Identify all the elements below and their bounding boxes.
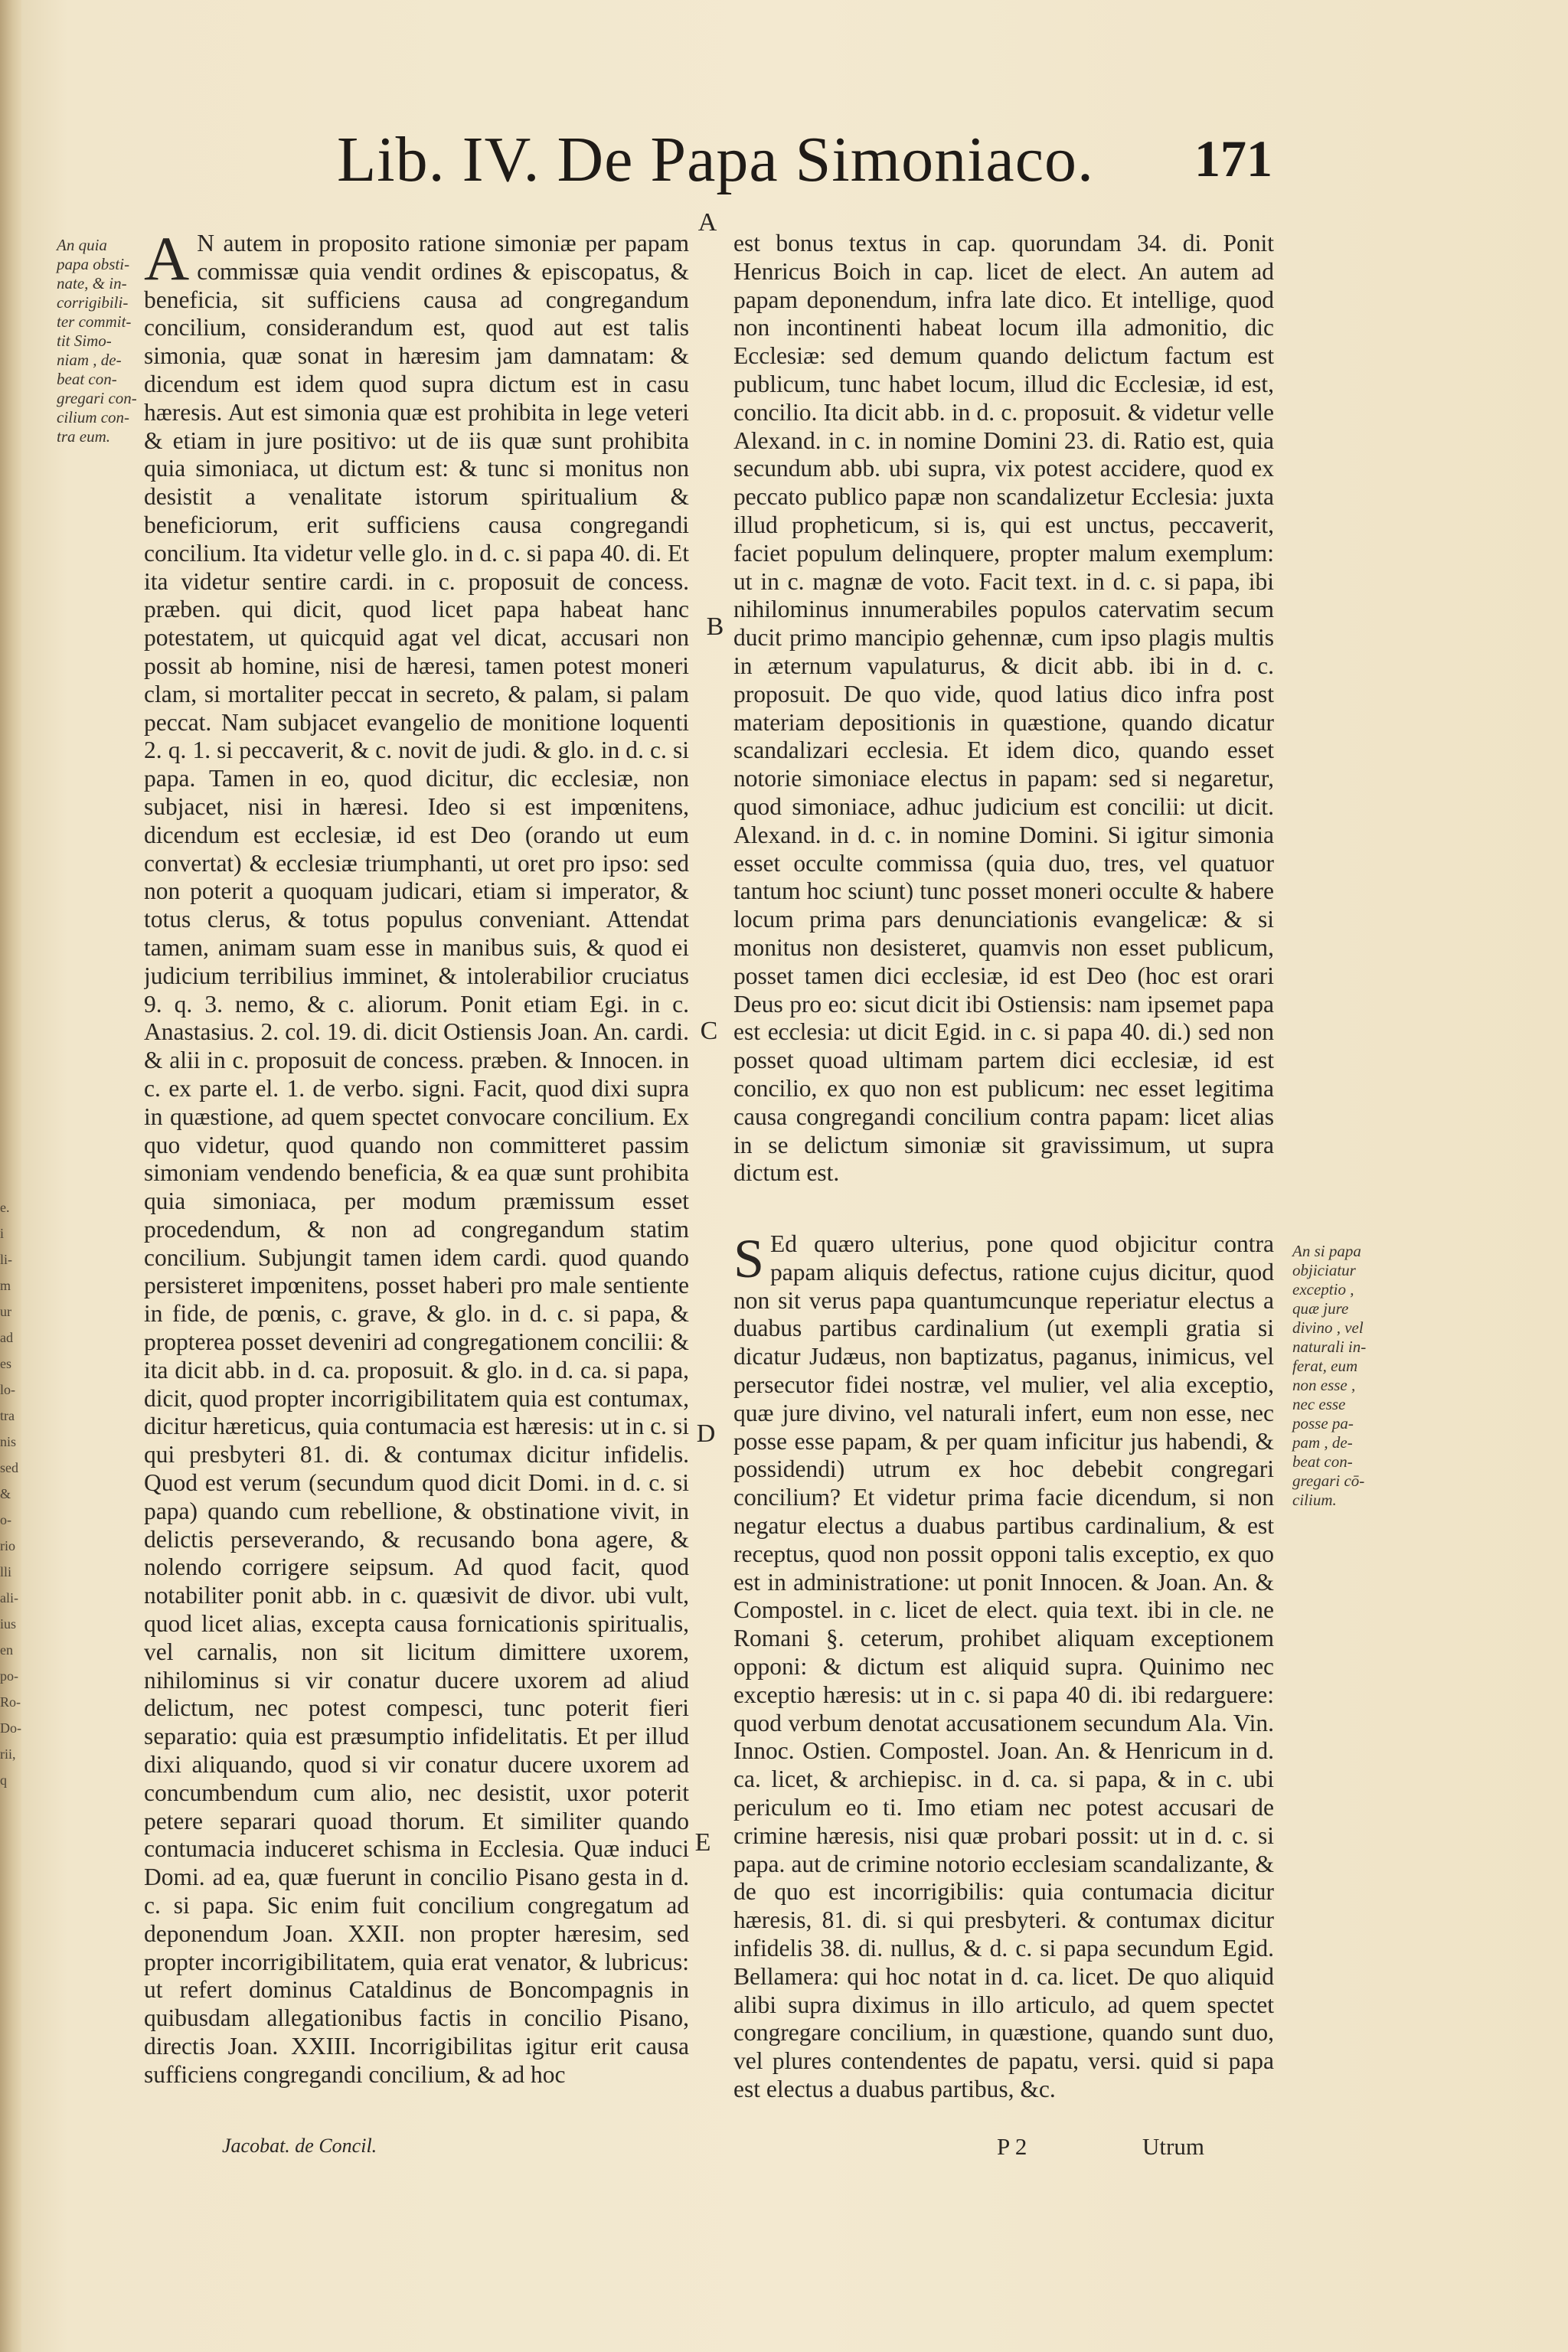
facing-page-fragment: o- (0, 1512, 11, 1527)
facing-page-fragment: es (0, 1356, 11, 1371)
section-letter-d: D (696, 1419, 716, 1448)
facing-page-fragment: ur (0, 1304, 11, 1319)
facing-page-fragment: ad (0, 1330, 13, 1345)
section-letter-c: C (700, 1017, 718, 1045)
right-paragraph-2-text: Ed quæro ulterius, pone quod objicitur contra papam aliquis defectus, ratione cujus dicitur, quod non sit verus papa quantumcunque reperiatur electus a duabus partibus cardinalium (ut exempli gratia si dicatur Judæus, non baptizatus, paganus, inimicus, vel persecutor fidei nostræ, vel mulier, vel alia exceptio, quæ jure divino, vel naturali infert, eum non esse, nec posse esse papam, & per quam inficitur jus habendi, & possidendi) utrum ex hoc debebit congregari concilium? Et videtur prima facie dicendum, si non negatur electus a duabus partibus cardinalium, & est receptus, quod non possit opponi talis exceptio, ex quo est in administratione: ut ponit Innocen. & Joan. An. & Compostel. in c. licet de elect. quia text. ibi in cle. ne Romani §. ceterum, prohibet aliquam exceptionem opponi: & dictum est aliquid supra. Quinimo nec exceptio hæresis: ut in c. si papa 40 di. ibi redarguere: quod verbum denotat accusationem secundum Ala. Vin. Innoc. Ostien. Compostel. Joan. An. & Henricum in d. ca. licet, & archiepisc. in d. ca. si papa, & in c. ubi periculum eo ti. Imo etiam nec potest accusari de crimine hæresis, nisi quæ probari possit: ut in d. c. si papa. aut de crimine notorio ecclesiam scandalizante, & de quo est incorrigibilis: quia contumacia dicitur hæresis, 81. di. si qui presbyteri. & contumax dicitur infidelis 38. di. nullus, & d. c. si papa secundum Egid. Bellamera: qui hoc notat in d. ca. licet. De quo aliquid alibi supra diximus in illo articulo, ad quem spectet congregare concilium, in quæstione, quando sunt duo, vel plures contendentes de papatu, versi. quid si papa est electus a duabus partibus, &c. (733, 1230, 1274, 2102)
section-letter-a: A (697, 208, 717, 237)
facing-page-fragment: rio (0, 1538, 15, 1553)
left-paragraph (144, 230, 689, 2089)
facing-page-fragments (0, 1194, 20, 2190)
section-letter-b: B (706, 612, 724, 641)
right-paragraph-1: est bonus textus in cap. quorundam 34. di. Ponit Henricus Boich in cap. licet de elect. An autem ad papam deponendum, infra late dico. Et intellige, quod non incontinenti habeat locum illa admonitio, dic Ecclesiæ: sed demum quando delictum factum est publicum, tunc habet locum, illud dic Ecclesiæ, id est, concilio. Ita dicit abb. in d. c. proposuit. & videtur velle Alexand. in c. in nomine Domini 23. di. Ratio est, quia secundum abb. ubi supra, vix potest accidere, quod ex peccato publico papæ non scandalizetur Ecclesia: juxta illud propheticum, si is, qui est unctus, peccaverit, faciet populum delinquere, propter malum exemplum: ut in c. magnæ de voto. Facit text. in d. c. si papa, ibi nihilominus innumerabiles populos catervatim secum ducit primo mancipio gehennæ, cum ipso plagis multis in æternum vapulaturus, & dicit abb. ibi in d. c. proposuit. De quo vide, quod latius dico infra post materiam depositionis in quæstione, quando dicatur scandalizari ecclesia. Et idem dico, quando esset notorie simoniace electus in papam: sed si negaretur, quod simoniace, adhuc judicium est concilii: ut dicit. Alexand. in d. c. in nomine Domini. Si igitur simonia esset occulte commissa (quia duo, tres, vel quatuor tantum hoc sciunt) tunc posset moneri occulte & habere locum prima pars denunciationis evangelicæ: & si monitus non desisteret, quamvis non esset publicum, posset tamen dici ecclesiæ, id est Deo (hoc est orari Deus pro eo: sicut dicit ibi Ostiensis: nam ipsemet papa est ecclesia: ut dicit Egid. in c. si papa 40. di.) sed non posset quoad ultimam partem dici ecclesiæ, id est concilio, ex quo non est publicum: nec esset legitima causa congregandi concilium contra papam: licet alias in se delictum simoniæ sit gravissimum, ut supra dictum est. (733, 230, 1274, 1187)
facing-page-fragment: Do- (0, 1720, 21, 1736)
facing-page-fragment: sed (0, 1460, 18, 1475)
facing-page-fragment: rii, (0, 1746, 16, 1762)
signature-mark: P 2 (997, 2133, 1027, 2160)
facing-page-fragment: tra (0, 1408, 15, 1423)
folio-number: 171 (1194, 129, 1272, 188)
facing-page-fragment: lli (0, 1564, 12, 1579)
facing-page-fragment: ali- (0, 1590, 18, 1606)
drop-cap-a: A (144, 230, 190, 293)
facing-page-fragment: q (0, 1772, 7, 1788)
facing-page-fragment: e. (0, 1200, 10, 1215)
facing-page-fragment: en (0, 1642, 13, 1658)
left-paragraph-text: N autem in proposito ratione simoniæ per papam commissæ quia vendit ordines & episcopatus, & beneficia, sit sufficiens causa ad congregandum concilium, considerandum est, quod aut est talis simonia, quæ sonat in hæresim jam damnatam: & dicendum est idem quod supra dictum est in casu hæresis. Aut est simonia quæ est prohibita in lege veteri & etiam in jure positivo: ut de iis quæ sunt prohibita quia simoniaca, ut dictum est: & tunc si monitus non desistit a venalitate istorum spiritualium & beneficiorum, erit sufficiens causa congregandi concilium. Ita videtur velle glo. in d. c. si papa 40. di. Et ita videtur sentire cardi. in c. proposuit de concess. præben. qui dicit, quod licet papa habeat hanc potestatem, ut quicquid agat vel dicat, accusari non possit ab homine, nisi de hæresi, tamen potest moneri clam, si mortaliter peccat in secreto, & palam, si palam peccat. Nam subjacet evangelio de monitione loquenti 2. q. 1. si peccaverit, & c. novit de judi. & glo. in d. c. si papa. Tamen in eo, quod dicitur, dic ecclesiæ, non subjacet, nisi in hæresi. Ideo si est impœnitens, dicendum est ecclesiæ, id est Deo (orando ut eum convertat) & ecclesiæ triumphanti, ut oret pro ipso: sed non poterit a quoquam judicari, etiam si imperator, & totus clerus, & totus populus conveniant. Attendat tamen, animam suam esse in manibus suis, & quod ei judicium terribilius imminet, & intolerabilior cruciatus 9. q. 3. nemo, & c. aliorum. Ponit etiam Egi. in c. Anastasius. 2. col. 19. di. dicit Ostiensis Joan. An. cardi. & alii in c. proposuit de concess. præben. & Innocen. in c. ex parte el. 1. de verbo. signi. Facit, quod dixi supra in quæstione, ad quem spectet convocare concilium. Ex quo videtur, quod quando non committeret passim simoniam vendendo beneficia, & ea quæ sunt prohibita quia simoniaca, per modum præmissum esset procedendum, & non ad congregandum statim concilium. Subjungit tamen idem cardi. quod quando persisteret impœnitens, posset haberi pro male sentiente in fide, de pœnis, c. grave, & glo. in d. c. si papa, & propterea posset deveniri ad congregationem concilii: & ita dicit abb. in d. ca. proposuit. & glo. in d. ca. si papa, dicit, quod propter incorrigibilitatem quia est contumax, dicitur hæreticus, quia contumacia est hæresis: ut in c. si qui presbyteri 81. di. & contumax dicitur infidelis. Quod est verum (secundum quod dicit Domi. in d. c. si papa) quando cum rebellione, & obstinatione vivit, in delictis perseverando, & recusando bona agere, & nolendo corrigere seipsum. Ad quod facit, quod notabiliter ponit abb. in c. quæsivit de divor. ubi vult, quod licet alias, excepta causa fornicationis spiritualis, vel carnalis, non sit licitum dimittere uxorem, nihilominus si vir conatur ducere uxorem ad aliud delictum, nec potest compesci, tunc poterit fieri separatio: quia est præsumptio infidelitatis. Et per illud dixi aliquando, quod si vir conatur ducere uxorem ad concumbendum cum alio, nec desistit, uxor poterit petere separari quoad thorum. Et similiter quando contumacia induceret schisma in Ecclesia. Quæ induci Domi. ad ea, quæ fuerunt in concilio Pisano gesta in d. c. si papa. Sic enim fuit concilium congregatum ad deponendum Joan. XXII. non propter hæresim, sed propter incorrigibilitatem, quia erat venator, & lubricus: ut refert dominus Cataldinus de Boncompagnis in quibusdam allegationibus factis in concilio Pisano, directis Joan. XXIII. Incorrigibilitas igitur erit causa sufficiens congregandi concilium, & ad hoc (144, 230, 689, 2088)
facing-page-fragment: i (0, 1226, 5, 1241)
facing-page-fragment: nis (0, 1434, 17, 1449)
right-margin-note: An si papa objiciatur exceptio , quæ jure divino , vel naturali in- ferat, eum non esse , nec esse posse pa- pam , de- beat con- gregari cō- cilium. (1292, 1242, 1367, 1509)
right-paragraph-2 (733, 1230, 1274, 2104)
facing-page-fragment: Ro- (0, 1694, 21, 1710)
left-margin-note: An quia papa obsti- nate, & in- corrigibili- ter commit- tit Simo- niam , de- beat con- gregari con- cilium con- tra eum. (57, 236, 137, 446)
facing-page-fragment: li- (0, 1252, 12, 1267)
facing-page-fragment: ius (0, 1616, 17, 1632)
section-letter-e: E (694, 1828, 711, 1857)
facing-page-fragment: m (0, 1278, 11, 1293)
right-text-column (733, 230, 1274, 2190)
catchword: Utrum (1142, 2133, 1204, 2160)
facing-page-fragment: po- (0, 1668, 18, 1684)
footer-citation: Jacobat. de Concil. (222, 2135, 377, 2157)
running-head: Lib. IV. De Papa Simoniaco. (337, 124, 1094, 195)
left-text-column (144, 230, 689, 2190)
drop-cap-s: S (733, 1228, 765, 1290)
facing-page-fragment: lo- (0, 1382, 15, 1397)
facing-page-fragment: & (0, 1486, 11, 1501)
